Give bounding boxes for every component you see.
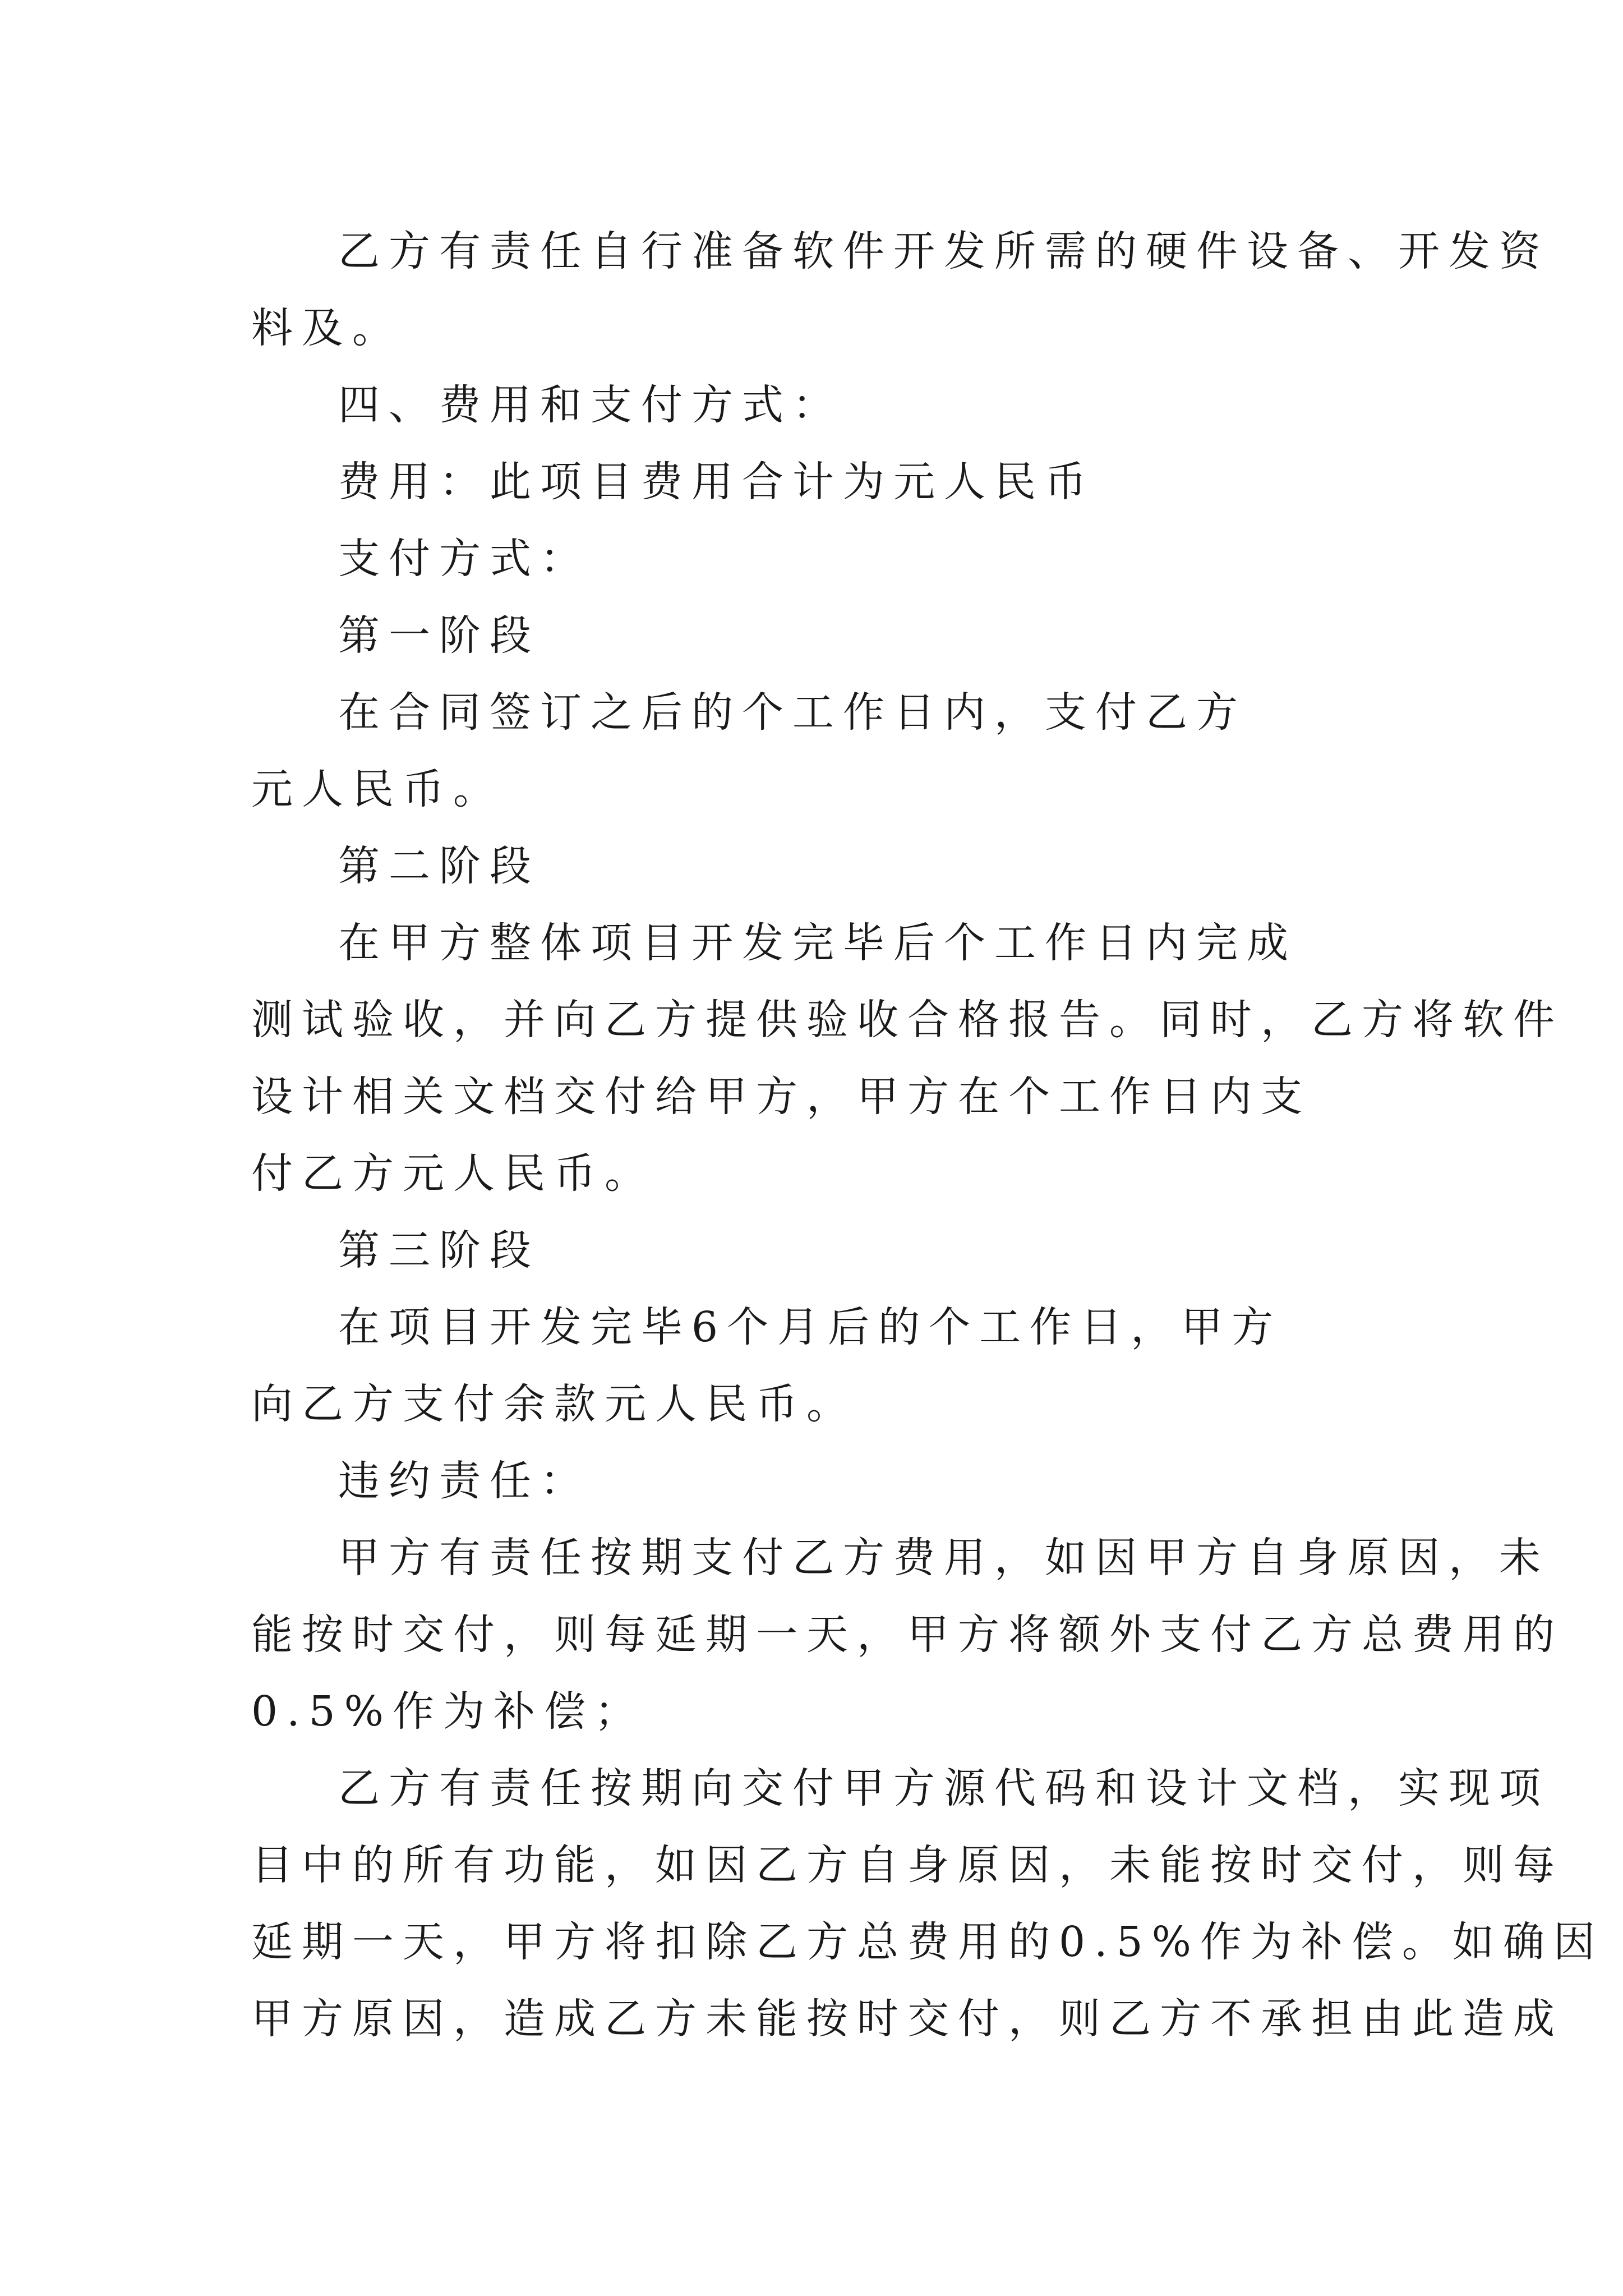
text-line: 元人民币。 bbox=[251, 765, 504, 813]
text-line: 甲方原因，造成乙方未能按时交付，则乙方不承担由此造成 bbox=[251, 1995, 1564, 2043]
text-line: 0.5%作为补偿； bbox=[251, 1687, 645, 1736]
text-line: 在甲方整体项目开发完毕后个工作日内完成 bbox=[338, 919, 1297, 967]
text-line: 料及。 bbox=[251, 304, 403, 352]
text-line: 在项目开发完毕6个月后的个工作日，甲方 bbox=[338, 1303, 1283, 1351]
text-line: 支付方式： bbox=[338, 535, 591, 583]
text-line: 付乙方元人民币。 bbox=[251, 1149, 655, 1198]
stage-heading: 第一阶段 bbox=[338, 611, 540, 660]
document-body bbox=[251, 213, 1604, 2058]
text-line: 在合同签订之后的个工作日内，支付乙方 bbox=[338, 688, 1247, 737]
text-line: 目中的所有功能，如因乙方自身原因，未能按时交付，则每 bbox=[251, 1841, 1564, 1889]
stage-heading: 第三阶段 bbox=[338, 1226, 540, 1274]
text-line: 费用：此项目费用合计为元人民币 bbox=[338, 458, 1095, 506]
section-heading: 四、费用和支付方式： bbox=[338, 381, 843, 429]
text-line: 乙方有责任自行准备软件开发所需的硬件设备、开发资 bbox=[338, 227, 1550, 275]
stage-heading: 第二阶段 bbox=[338, 842, 540, 890]
text-line: 能按时交付，则每延期一天，甲方将额外支付乙方总费用的 bbox=[251, 1611, 1564, 1659]
text-line: 乙方有责任按期向交付甲方源代码和设计文档，实现项 bbox=[338, 1764, 1550, 1812]
section-heading: 违约责任： bbox=[338, 1457, 591, 1505]
text-line: 甲方有责任按期支付乙方费用，如因甲方自身原因，未 bbox=[338, 1534, 1550, 1582]
text-line: 向乙方支付余款元人民币。 bbox=[251, 1380, 857, 1428]
text-line: 延期一天，甲方将扣除乙方总费用的0.5%作为补偿。如确因 bbox=[251, 1918, 1604, 1966]
text-line: 设计相关文档交付给甲方，甲方在个工作日内支 bbox=[251, 1073, 1311, 1121]
text-line: 测试验收，并向乙方提供验收合格报告。同时，乙方将软件 bbox=[251, 996, 1564, 1044]
